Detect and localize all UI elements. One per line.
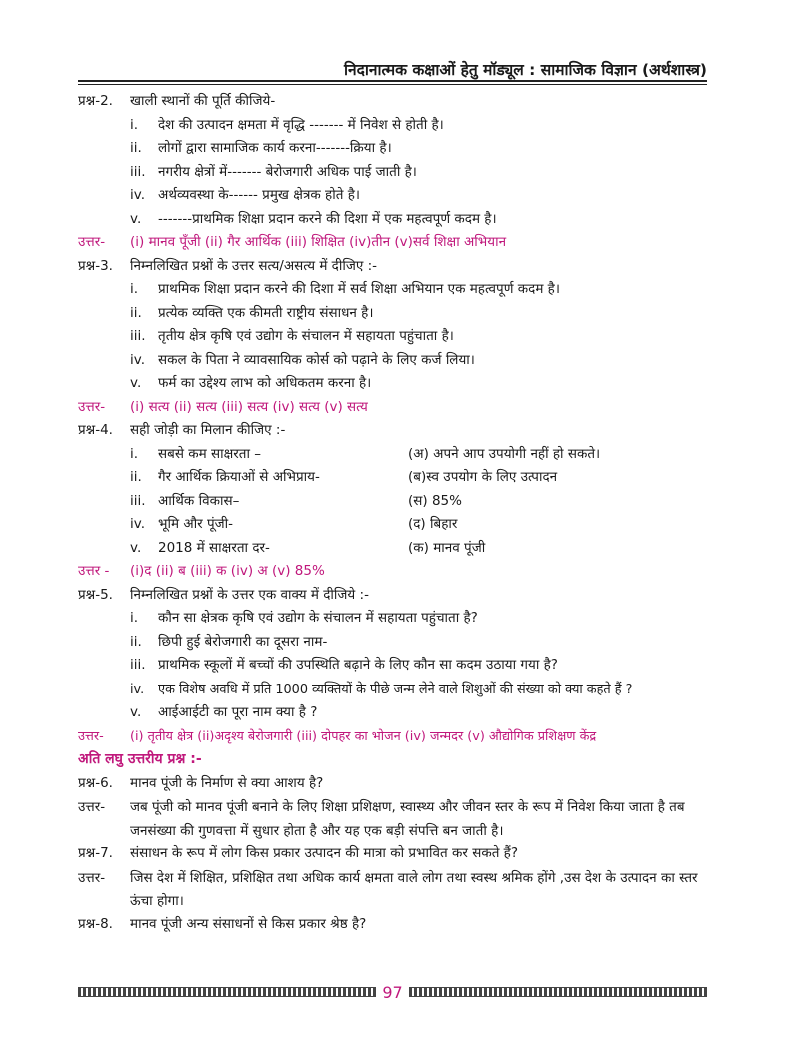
list-item (78, 608, 710, 632)
match-left: गैर आर्थिक क्रियाओं से अभिप्राय- (158, 469, 320, 485)
list-item (78, 373, 710, 397)
match-right: (ब)स्व उपयोग के लिए उत्पादन (408, 469, 558, 485)
item-text: अर्थव्यवस्था के------ प्रमुख क्षेत्रक होते है। (158, 187, 360, 203)
match-right: (स) 85% (408, 492, 462, 509)
match-right: (द) बिहार (408, 516, 458, 532)
item-number: ii. (130, 304, 142, 321)
question-text: निम्नलिखित प्रश्नों के उत्तर एक वाक्य में दीजिये :- (130, 586, 369, 603)
header-rule (78, 80, 707, 82)
question-row (78, 91, 710, 115)
item-number: v. (130, 375, 142, 391)
question-row (78, 914, 710, 938)
item-text: देश की उत्पादन क्षमता में वृद्धि ------- में निवेश से होती है। (158, 116, 444, 133)
list-item (78, 679, 710, 703)
item-text: एक विशेष अवधि में प्रति 1000 व्यक्तियों के पीछे जन्म लेने वाले शिशुओं की संख्या को क्या कहते हैं ? (158, 681, 633, 697)
list-item (78, 185, 710, 209)
question-label: प्रश्न-8. (78, 915, 113, 932)
answer-text: जब पूंजी को मानव पूंजी बनाने के लिए शिक्षा प्रशिक्षण, स्वास्थ्य और जीवन स्तर के रूप में निवेश किया जाता है तब जनसंख्या की गुणवत्ता में सुधार होता है और यह एक बड़ी संपत्ति बन जाती है। (130, 799, 685, 839)
question-label: प्रश्न-3. (78, 257, 113, 274)
header-title: निदानात्मक कक्षाओं हेतु मॉड्यूल : सामाजिक विज्ञान (अर्थशास्त्र) (344, 61, 707, 79)
list-item (78, 655, 710, 679)
match-row (78, 467, 710, 491)
item-number: i. (130, 610, 139, 626)
list-item (78, 279, 710, 303)
question-label: प्रश्न-6. (78, 774, 113, 791)
item-number: iv. (130, 516, 145, 532)
list-item (78, 115, 710, 139)
answer-text: (i) सत्य (ii) सत्य (iii) सत्य (iv) सत्य (v) सत्य (130, 398, 368, 415)
answer-row (78, 397, 710, 421)
question-text: निम्नलिखित प्रश्नों के उत्तर सत्य/असत्य में दीजिए :- (130, 257, 378, 274)
page-content (78, 91, 710, 937)
item-text: -------प्राथमिक शिक्षा प्रदान करने की दिशा में एक महत्वपूर्ण कदम है। (158, 210, 497, 227)
item-number: iii. (130, 328, 146, 344)
item-number: iv. (130, 681, 145, 697)
match-left: सबसे कम साक्षरता – (158, 445, 262, 462)
footer-border-right (409, 987, 707, 997)
footer-border-left (78, 987, 376, 997)
match-row (78, 514, 710, 538)
list-item (78, 209, 710, 233)
item-text: कौन सा क्षेत्रक कृषि एवं उद्योग के संचालन में सहायता पहुंचाता है? (158, 610, 478, 626)
item-number: iv. (130, 187, 145, 203)
item-number: iii. (130, 657, 146, 673)
question-label: प्रश्न-2. (78, 93, 113, 109)
page-footer (78, 981, 707, 1003)
question-text: सही जोड़ी का मिलान कीजिए :- (130, 422, 286, 438)
item-number: v. (130, 704, 142, 720)
question-text: मानव पूंजी के निर्माण से क्या आशय है? (130, 774, 324, 791)
match-left: 2018 में साक्षरता दर- (158, 539, 270, 556)
item-number: iii. (130, 492, 146, 509)
question-row (78, 843, 710, 867)
match-row (78, 491, 710, 515)
answer-label: उत्तर - (78, 563, 110, 579)
match-right: (क) मानव पूंजी (408, 539, 486, 556)
item-number: v. (130, 210, 142, 227)
match-row (78, 444, 710, 468)
answer-label: उत्तर- (78, 398, 106, 415)
item-number: ii. (130, 140, 142, 156)
item-number: iii. (130, 163, 146, 180)
list-item (78, 326, 710, 350)
question-row (78, 773, 710, 797)
question-label: प्रश्न-4. (78, 422, 113, 438)
answer-text: (i) मानव पूँजी (ii) गैर आर्थिक (iii) शिक्षित (iv)तीन (v)सर्व शिक्षा अभियान (130, 234, 507, 250)
item-text: छिपी हुई बेरोजगारी का दूसरा नाम- (158, 633, 328, 650)
question-text: खाली स्थानों की पूर्ति कीजिये- (130, 93, 276, 109)
list-item (78, 138, 710, 162)
answer-text: (i) तृतीय क्षेत्र (ii)अदृश्य बेरोजगारी (iii) दोपहर का भोजन (iv) जन्मदर (v) औद्योगिक प्रशिक्षण केंद्र (130, 728, 597, 744)
item-number: i. (130, 116, 139, 133)
match-left: आर्थिक विकास– (158, 492, 240, 509)
list-item (78, 632, 710, 656)
item-number: v. (130, 539, 142, 556)
item-number: iv. (130, 351, 145, 368)
answer-row (78, 561, 710, 585)
item-text: प्राथमिक शिक्षा प्रदान करने की दिशा में सर्व शिक्षा अभियान एक महत्वपूर्ण कदम है। (158, 281, 560, 297)
question-label: प्रश्न-5. (78, 586, 113, 603)
match-right: (अ) अपने आप उपयोगी नहीं हो सकते। (408, 445, 601, 462)
item-text: नगरीय क्षेत्रों में------- बेरोजगारी अधिक पाई जाती है। (158, 163, 417, 180)
question-row (78, 585, 710, 609)
item-text: फर्म का उद्देश्य लाभ को अधिकतम करना है। (158, 375, 372, 391)
list-item (78, 303, 710, 327)
answer-text: जिस देश में शिक्षित, प्रशिक्षित तथा अधिक कार्य क्षमता वाले लोग तथा स्वस्थ श्रमिक होंगे ,उस देश के उत्पादन का स्तर ऊंचा होगा। (130, 869, 698, 909)
answer-label: उत्तर- (78, 869, 106, 886)
list-item (78, 702, 710, 726)
question-row (78, 256, 710, 280)
item-number: ii. (130, 633, 142, 650)
match-left: भूमि और पूंजी- (158, 516, 234, 532)
list-item (78, 350, 710, 374)
answer-row (78, 232, 710, 256)
answer-row (78, 867, 710, 914)
match-row (78, 538, 710, 562)
answer-text: (i)द (ii) ब (iii) क (iv) अ (v) 85% (130, 563, 325, 579)
item-text: प्रत्येक व्यक्ति एक कीमती राष्ट्रीय संसाधन है। (158, 304, 374, 321)
question-text: मानव पूंजी अन्य संसाधनों से किस प्रकार श्रेष्ठ है? (130, 915, 367, 932)
question-text: संसाधन के रूप में लोग किस प्रकार उत्पादन की मात्रा को प्रभावित कर सकते हैं? (130, 845, 519, 861)
item-text: लोगों द्वारा सामाजिक कार्य करना-------क्रिया है। (158, 140, 392, 156)
page-number: 97 (382, 982, 403, 1002)
answer-label: उत्तर- (78, 234, 106, 250)
answer-row (78, 726, 710, 750)
item-text: आईआईटी का पूरा नाम क्या है ? (158, 704, 318, 720)
answer-row (78, 796, 710, 843)
item-text: तृतीय क्षेत्र कृषि एवं उद्योग के संचालन में सहायता पहुंचाता है। (158, 328, 454, 344)
answer-label: उत्तर- (78, 799, 106, 815)
list-item (78, 162, 710, 186)
section-heading: अति लघु उत्तरीय प्रश्न :- (78, 751, 202, 767)
answer-label: उत्तर- (78, 728, 104, 744)
item-number: ii. (130, 469, 142, 485)
item-text: सकल के पिता ने व्यावसायिक कोर्स को पढ़ाने के लिए कर्ज लिया। (158, 351, 475, 368)
question-label: प्रश्न-7. (78, 845, 113, 861)
item-text: प्राथमिक स्कूलों में बच्चों की उपस्थिति बढ़ाने के लिए कौन सा कदम उठाया गया है? (158, 657, 558, 673)
item-number: i. (130, 445, 139, 462)
header-rule-thin (78, 84, 707, 85)
item-number: i. (130, 281, 139, 297)
question-row (78, 420, 710, 444)
